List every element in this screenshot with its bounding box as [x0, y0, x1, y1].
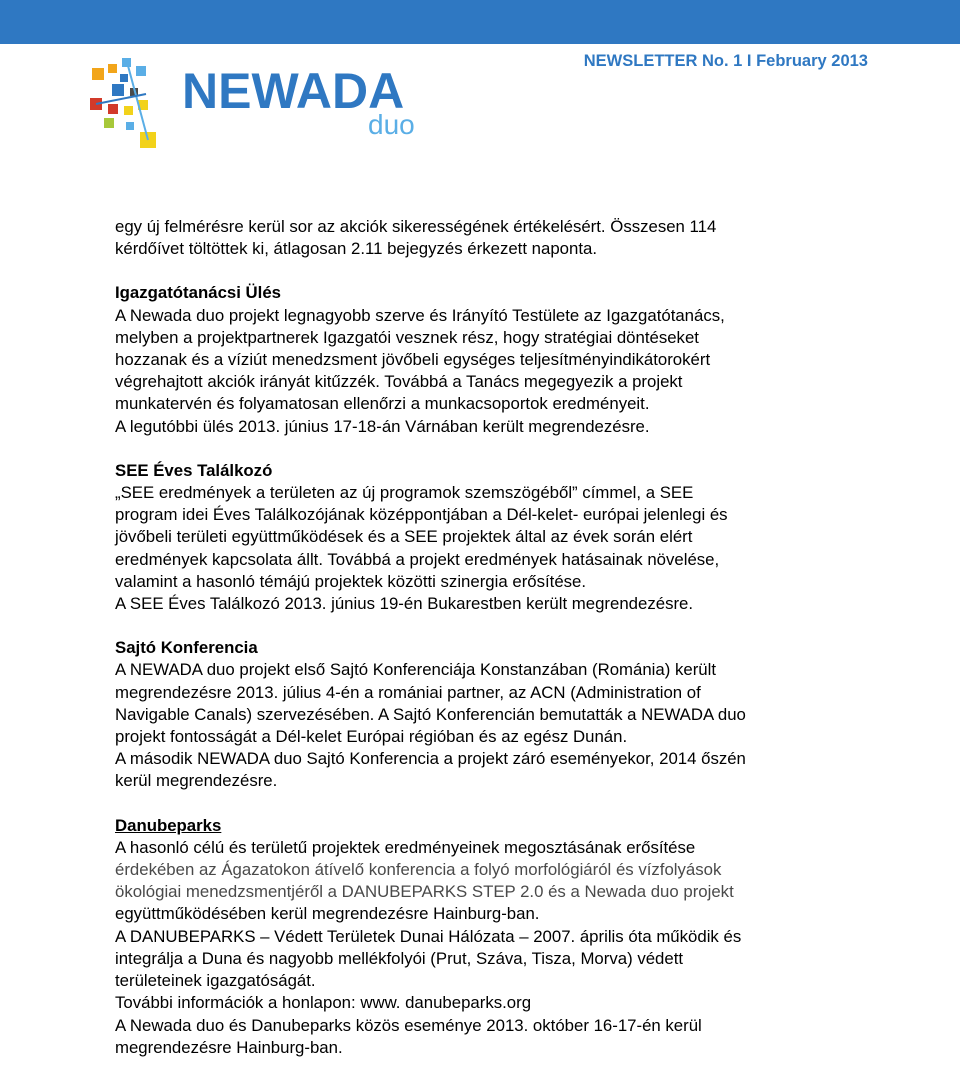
section-line: A hasonló célú és területű projektek eredményeinek megosztásának erősítése [115, 837, 696, 857]
section-line: megrendezésre 2013. július 4-én a romániai partner, az ACN (Administration of [115, 682, 701, 702]
section-press-conference [115, 637, 855, 792]
section-line: A NEWADA duo projekt első Sajtó Konferenciája Konstanzában (Románia) került [115, 660, 717, 680]
section-line: megrendezésre Hainburg-ban. [115, 1037, 343, 1057]
section-danubeparks [115, 815, 855, 1059]
section-line: melyben a projektpartnerek Igazgatói vesznek rész, hogy stratégiai döntéseket [115, 327, 699, 347]
section-line: munkatervén és folyamatosan ellenőrzi a munkacsoportok eredményeit. [115, 394, 650, 414]
section-line: A második NEWADA duo Sajtó Konferencia a projekt záró eseményekor, 2014 őszén [115, 749, 746, 769]
section-line: A SEE Éves Találkozó 2013. június 19-én Bukarestben került megrendezésre. [115, 594, 694, 614]
section-line: érdekében az Ágazatokon átívelő konferencia a folyó morfológiáról és vízfolyások [115, 860, 722, 880]
newada-logo [90, 56, 430, 156]
section-line: valamint a hasonló témájú projektek közötti szinergia erősítése. [115, 571, 587, 591]
section-title: Danubeparks [115, 815, 222, 835]
intro-paragraph [115, 216, 855, 260]
section-see-annual-meeting [115, 460, 855, 615]
section-line: végrehajtott akciók irányát kitűzzék. Továbbá a Tanács megegyezik a projekt [115, 372, 683, 392]
newada-logo-icon [90, 56, 430, 156]
section-line: ökológiai menedzsmentjéről a DANUBEPARKS STEP 2.0 és a Newada duo projekt [115, 882, 734, 902]
article-body [115, 216, 855, 1059]
section-line: A DANUBEPARKS – Védett Területek Dunai Hálózata – 2007. április óta működik és [115, 926, 742, 946]
section-line: területeinek igazgatóságát. [115, 971, 316, 991]
logo-subtext: duo [368, 109, 415, 140]
section-line: kerül megrendezésre. [115, 771, 278, 791]
section-line: együttműködésében kerül megrendezésre Hainburg-ban. [115, 904, 540, 924]
section-line: eredmények kapcsolata állt. Továbbá a projekt eredmények hatásainak növelése, [115, 549, 720, 569]
intro-line: kérdőívet töltöttek ki, átlagosan 2.11 bejegyzés érkezett naponta. [115, 239, 597, 259]
section-line: A Newada duo és Danubeparks közös eseménye 2013. október 16-17-én kerül [115, 1015, 702, 1035]
section-line: jövőbeli területi együttműködések és a SEE projektek által az évek során elért [115, 527, 693, 547]
intro-line: egy új felmérésre kerül sor az akciók sikerességének értékelésért. Összesen 114 [115, 217, 717, 236]
section-title: Igazgatótanácsi Ülés [115, 283, 282, 303]
section-line: „SEE eredmények a területen az új programok szemszögéből” címmel, a SEE [115, 483, 694, 503]
section-board-meeting [115, 282, 855, 437]
newsletter-issue: NEWSLETTER No. 1 I February 2013 [583, 52, 868, 70]
section-line: hozzanak és a víziút menedzsment jövőbeli egységes teljesítményindikátorokért [115, 350, 711, 370]
section-line: A legutóbbi ülés 2013. június 17-18-án Várnában került megrendezésre. [115, 416, 650, 436]
section-title: Sajtó Konferencia [115, 638, 258, 658]
section-line: A Newada duo projekt legnagyobb szerve és Irányító Testülete az Igazgatótanács, [115, 305, 725, 325]
logo-text: NEWADA [182, 63, 405, 119]
header-bar [0, 0, 960, 44]
section-line: Navigable Canals) szervezésében. A Sajtó Konferencián bemutatták a NEWADA duo [115, 704, 746, 724]
section-title: SEE Éves Találkozó [115, 460, 273, 480]
section-line: projekt fontosságát a Dél-kelet Európai régióban és az egész Dunán. [115, 727, 628, 747]
section-line: integrálja a Duna és nagyobb mellékfolyói (Prut, Száva, Tisza, Morva) védett [115, 948, 684, 968]
section-line: program idei Éves Találkozójának középpontjában a Dél-kelet- európai jelenlegi és [115, 505, 728, 525]
website-line: További információk a honlapon: www. danubeparks.org [115, 993, 532, 1013]
